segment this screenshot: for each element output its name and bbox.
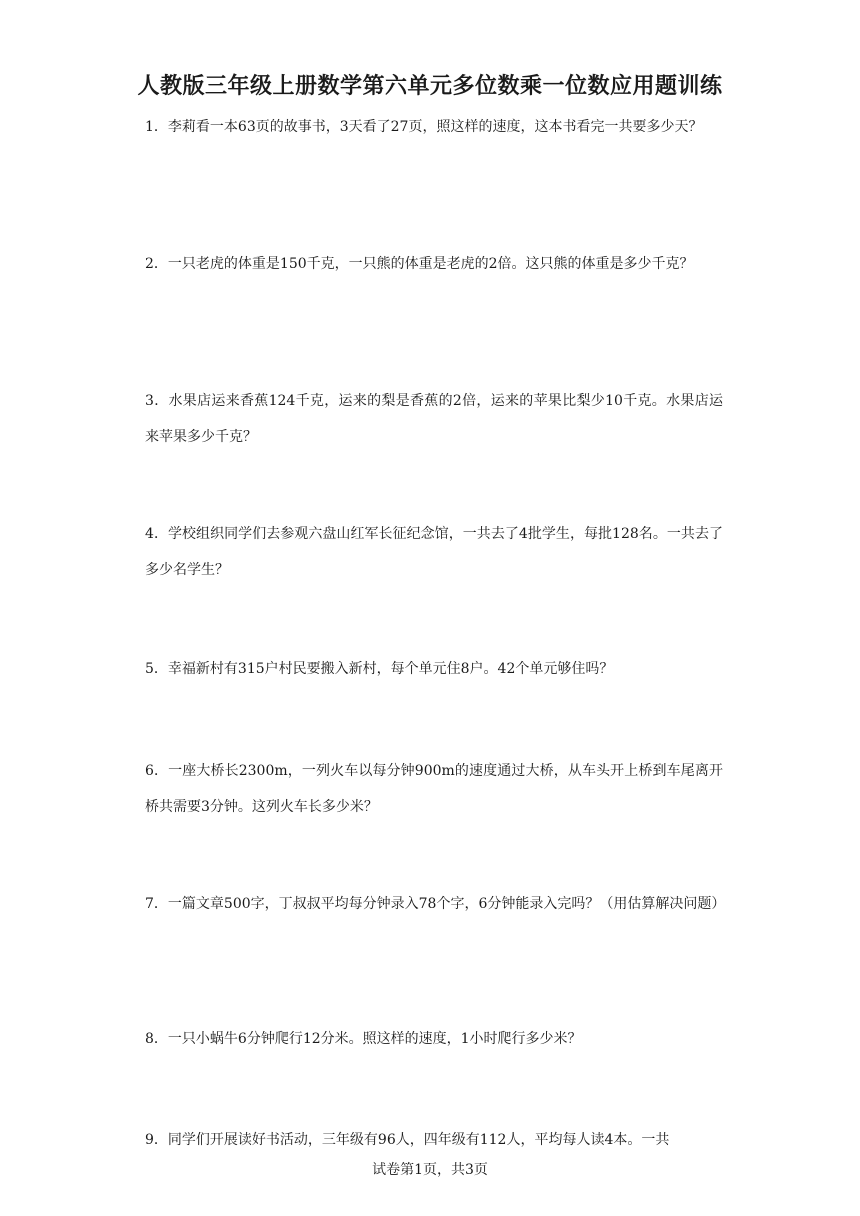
question-6: 6．一座大桥长2300m，一列火车以每分钟900m的速度通过大桥，从车头开上桥到车尾离开桥共需要3分钟。这列火车长多少米？ [145, 763, 723, 815]
page-footer: 试卷第1页，共3页 [372, 1162, 488, 1178]
question-5: 5．幸福新村有315户村民要搬入新村，每个单元住8户。42个单元够住吗？ [145, 661, 614, 677]
question-3: 3．水果店运来香蕉124千克，运来的梨是香蕉的2倍，运来的苹果比梨少10千克。水果店运来苹果多少千克？ [145, 393, 723, 445]
question-2: 2．一只老虎的体重是150千克，一只熊的体重是老虎的2倍。这只熊的体重是多少千克？ [145, 256, 694, 272]
question-8: 8．一只小蜗牛6分钟爬行12分米。照这样的速度，1小时爬行多少米？ [145, 1031, 582, 1047]
question-9: 9．同学们开展读好书活动，三年级有96人，四年级有112人，平均每人读4本。一共 [145, 1132, 670, 1148]
question-7: 7．一篇文章500字，丁叔叔平均每分钟录入78个字，6分钟能录入完吗？（用估算解决问题） [145, 896, 726, 912]
question-1: 1．李莉看一本63页的故事书，3天看了27页，照这样的速度，这本书看完一共要多少天？ [145, 119, 703, 135]
document-title: 人教版三年级上册数学第六单元多位数乘一位数应用题训练 [137, 74, 723, 99]
question-4: 4．学校组织同学们去参观六盘山红军长征纪念馆，一共去了4批学生，每批128名。一共去了多少名学生？ [145, 526, 723, 578]
